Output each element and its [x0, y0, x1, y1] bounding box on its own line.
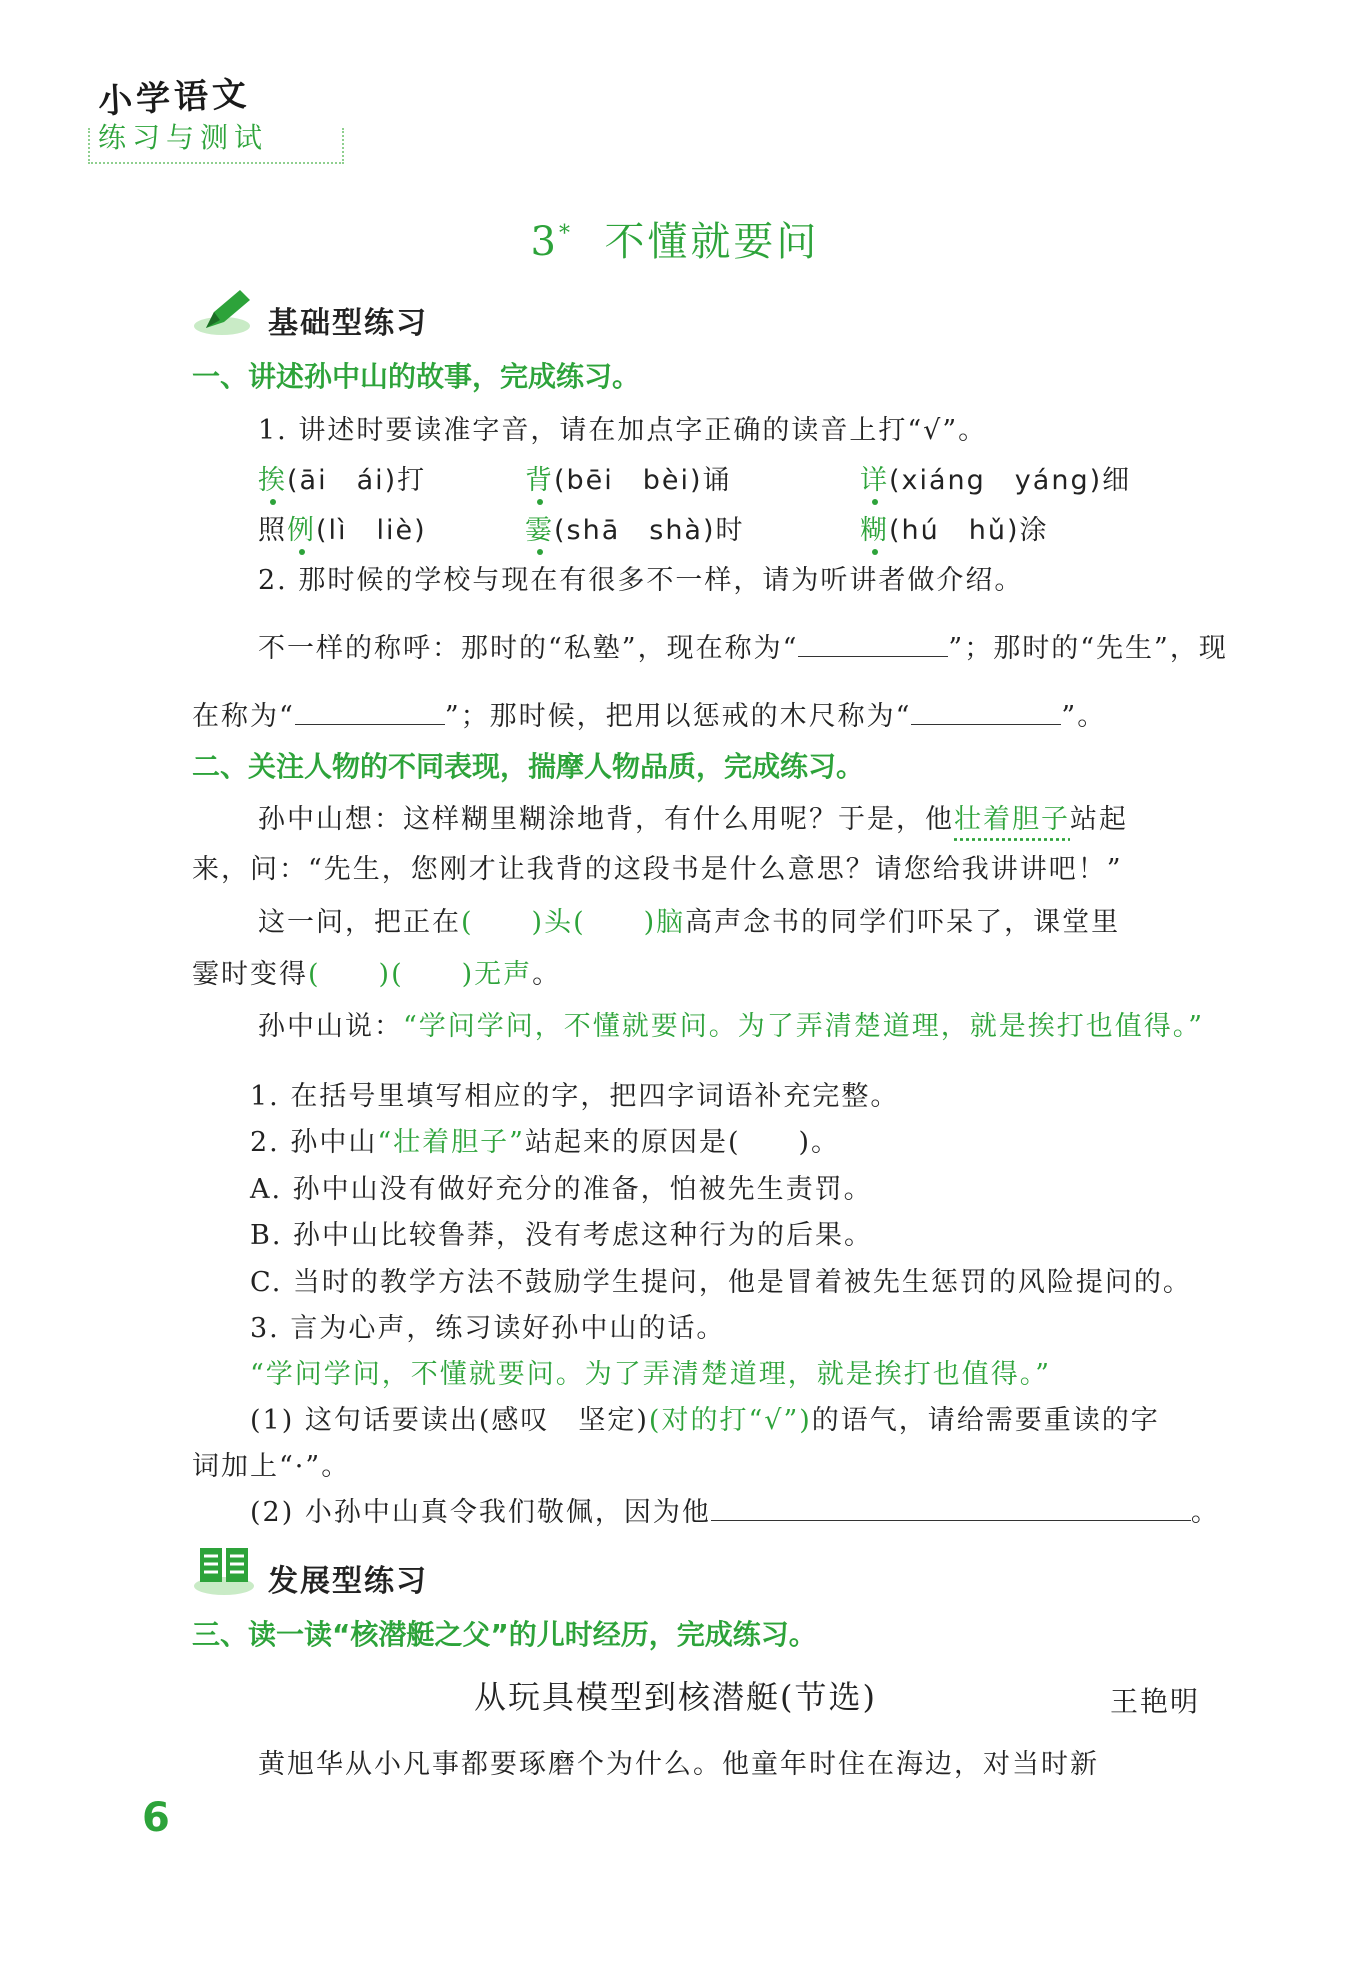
dotted-phrase: 壮着胆子 [954, 804, 1070, 835]
pencil-icon [192, 288, 262, 338]
pinyin-choice: 照例(lì liè) [258, 508, 427, 547]
quote: “学问学问，不懂就要问。为了弄清楚道理，就是挨打也值得。” [403, 1011, 1205, 1042]
lesson-number: 3 [530, 219, 559, 265]
quote: “学问学问，不懂就要问。为了弄清楚道理，就是挨打也值得。” [250, 1359, 1052, 1390]
fill-line-b: 在称为“ ”；那时候，把用以惩戒的木尺称为“ ”。 [192, 694, 1106, 733]
brand-subtitle: 练习与测试 [98, 121, 269, 154]
fill-line-a: 不一样的称呼：那时的“私塾”，现在称为“ ”；那时的“先生”，现 [258, 626, 1228, 665]
article-paragraph: 黄旭华从小凡事都要琢磨个为什么。他童年时住在海边，对当时新 [258, 1749, 1099, 1780]
q1-item1: 1. 讲述时要读准字音，请在加点字正确的读音上打“√”。 [258, 415, 988, 446]
lesson-star: * [559, 221, 573, 247]
q1-item2: 2. 那时候的学校与现在有很多不一样，请为听讲者做介绍。 [258, 565, 1024, 596]
book-icon [190, 1542, 260, 1598]
answer-blank[interactable] [711, 1494, 1191, 1521]
option-c: C. 当时的教学方法不鼓励学生提问，他是冒着被先生惩罚的风险提问的。 [250, 1267, 1192, 1298]
passage-line: 霎时变得( )( )无声。 [192, 959, 562, 990]
section-dev-title: 发展型练习 [268, 1564, 428, 1599]
lesson-name: 不懂就要问 [604, 219, 820, 265]
q2-sub2: (2) 小孙中山真令我们敬佩，因为他 。 [250, 1490, 1220, 1529]
answer-blank[interactable] [798, 630, 948, 657]
passage-line: 孙中山想：这样糊里糊涂地背，有什么用呢？于是，他壮着胆子站起 [258, 804, 1128, 835]
pinyin-choice: 霎(shā shà)时 [525, 508, 745, 547]
section-basic-title: 基础型练习 [268, 306, 428, 341]
q2-sub1: (1) 这句话要读出(感叹 坚定)(对的打“√”)的语气，请给需要重读的字 [250, 1405, 1160, 1436]
passage-line: 这一问，把正在( )头( )脑高声念书的同学们吓呆了，课堂里 [258, 907, 1121, 938]
option-a: A. 孙中山没有做好充分的准备，怕被先生责罚。 [250, 1174, 873, 1205]
answer-blank[interactable] [295, 698, 445, 725]
q2-sub1-cont: 词加上“·”。 [192, 1451, 351, 1482]
option-b: B. 孙中山比较鲁莽，没有考虑这种行为的后果。 [250, 1220, 874, 1251]
article-title: 从玩具模型到核潜艇(节选) [474, 1678, 877, 1716]
fill-parens[interactable]: ( )头( )脑 [461, 907, 686, 938]
pinyin-choice: 糊(hú hǔ)涂 [860, 508, 1049, 547]
page-number: 6 [142, 1795, 170, 1841]
answer-blank[interactable] [911, 698, 1061, 725]
pinyin-choice: 挨(āi ái)打 [258, 465, 426, 496]
q3-heading: 三、读一读“核潜艇之父”的儿时经历，完成练习。 [192, 1618, 817, 1651]
pinyin-row-1 [258, 458, 426, 497]
q2-heading: 二、关注人物的不同表现，揣摩人物品质，完成练习。 [192, 750, 865, 783]
pinyin-choice: 详(xiáng yáng)细 [860, 458, 1131, 497]
passage-line: 来，问：“先生，您刚才让我背的这段书是什么意思？请您给我讲讲吧！” [192, 854, 1123, 885]
brand-title: 小学语文 [97, 74, 252, 122]
q2-item3: 3. 言为心声，练习读好孙中山的话。 [250, 1313, 726, 1344]
passage-line: 孙中山说：“学问学问，不懂就要问。为了弄清楚道理，就是挨打也值得。” [258, 1011, 1205, 1042]
q2-item1: 1. 在括号里填写相应的字，把四字词语补充完整。 [250, 1081, 900, 1112]
pinyin-choice: 背(bēi bèi)诵 [525, 458, 732, 497]
article-author: 王艳明 [1110, 1685, 1201, 1718]
q1-heading: 一、讲述孙中山的故事，完成练习。 [192, 360, 641, 393]
q2-item2: 2. 孙中山“壮着胆子”站起来的原因是( )。 [250, 1127, 841, 1158]
fill-parens[interactable]: ( )( )无声 [308, 959, 533, 990]
lesson-title [0, 210, 1350, 267]
